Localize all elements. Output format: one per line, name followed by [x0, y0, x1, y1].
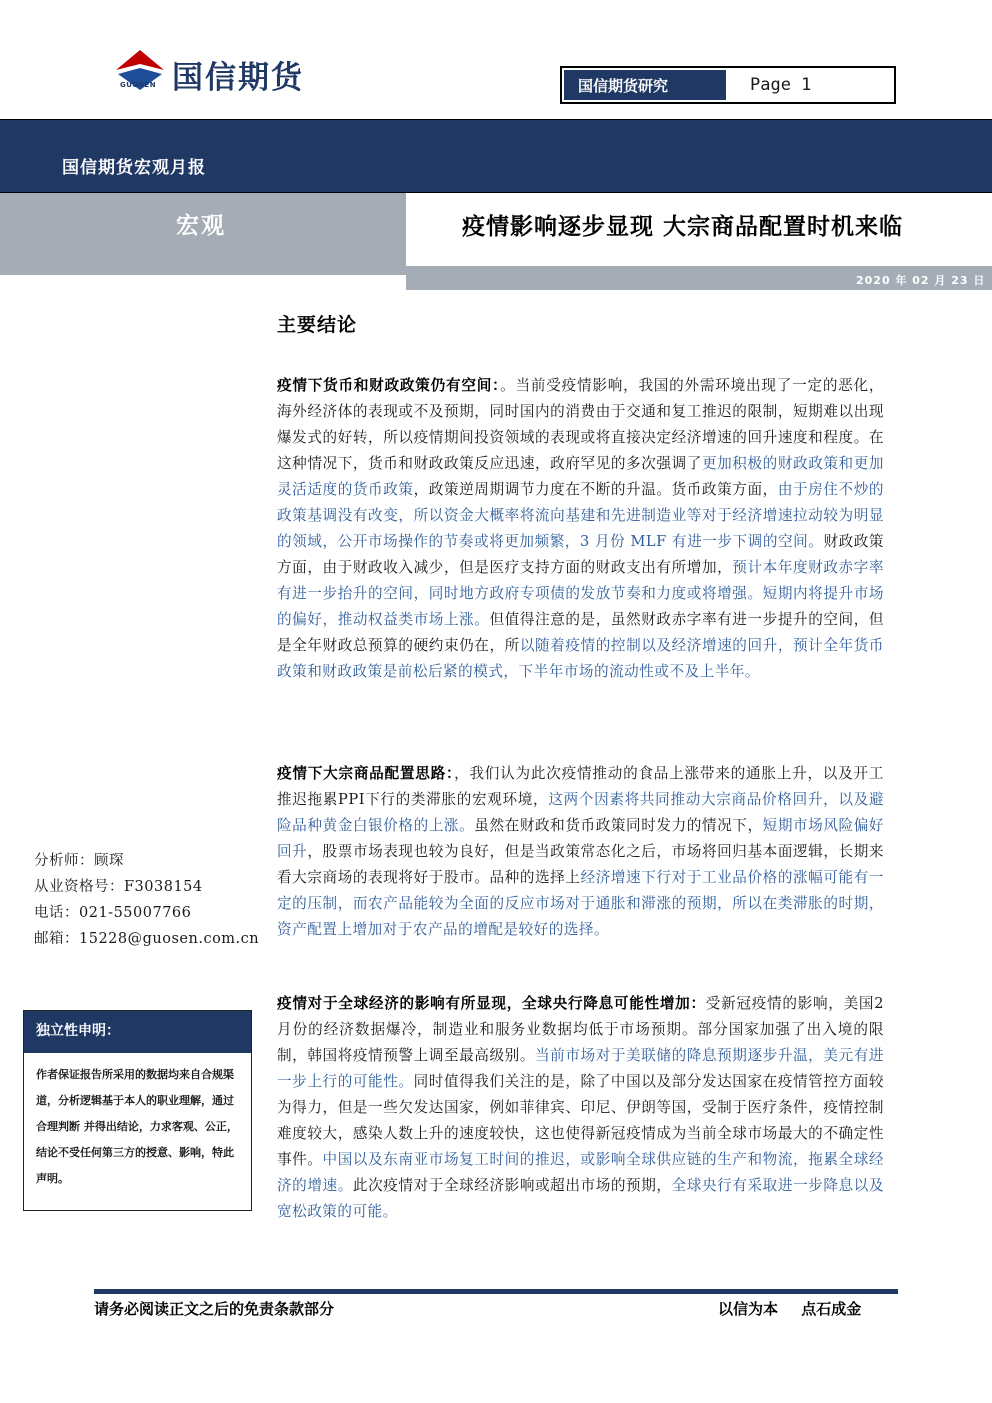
footer-motto: 以信为本 点石成金	[718, 1300, 862, 1318]
paragraph-lead: 疫情对于全球经济的影响有所显现，全球央行降息可能性增加：	[277, 995, 706, 1012]
paragraph-text: 此次疫情对于全球经济影响或超出市场的预期，	[352, 1177, 672, 1194]
report-category: 宏观	[176, 212, 226, 239]
section-heading: 主要结论	[277, 314, 358, 336]
analyst-email: 邮箱：15228@guosen.com.cn	[34, 931, 260, 947]
paragraph-text: 财政政策方面，由于财政收入减少，但是医疗支持方面的财政支出有所增加，	[277, 533, 884, 576]
paragraph-text: 但值得注意的是，虽然财政赤字率有进一步提升的空间，但是全年财政总预算的硬约束仍在，所	[277, 611, 884, 654]
paragraph-monetary-fiscal	[277, 373, 884, 685]
paragraph-highlight: 由于房住不炒的政策基调没有改变，所以资金大概率将流向基建和先进制造业等对于经济增速拉动较为明显的领域，公开市场操作的节奏或将更加频繁，3 月份 MLF 有进一步下调的空间。	[277, 481, 884, 550]
analyst-phone: 电话：021-55007766	[34, 905, 192, 921]
paragraph-commodity-allocation	[277, 761, 884, 943]
page-number: Page 1	[750, 75, 812, 95]
paragraph-text: 。当前受疫情影响，我国的外需环境出现了一定的恶化，海外经济体的表现或不及预期，同时国内的消费由于交通和复工推迟的限制，短期难以出现爆发式的好转，所以疫情期间投资领域的表现或将直接决定经济增速的回升速度和程度。在这种情况下，货币和财政政策反应迅速，政府罕见的多次强调了	[277, 377, 884, 472]
paragraph-text: 虽然在财政和货币政策同时发力的情况下，	[474, 817, 763, 834]
report-series-title: 国信期货宏观月报	[62, 158, 206, 178]
paragraph-text: 同时值得我们关注的是，除了中国以及部分发达国家在疫情管控方面较为得力，但是一些欠发达国家，例如菲律宾、印尼、伊朗等国，受制于医疗条件，疫情控制难度较大，感染人数上升的速度较快，这也使得新冠疫情成为当前全球市场最大的不确定性事件。	[277, 1073, 884, 1168]
paragraph-highlight: 中国以及东南亚市场复工时间的推迟，或影响全球供应链的生产和物流，拖累全球经济的增速。	[277, 1151, 884, 1194]
declaration-body: 作者保证报告所采用的数据均来自合规渠道，分析逻辑基于本人的职业理解，通过合理判断 并得出结论，力求客观、公正，结论不受任何第三方的授意、影响，特此声明。	[36, 1068, 238, 1185]
paragraph-highlight: 经济增速下行对于工业品价格的涨幅可能有一定的压制，而农产品能较为全面的反应市场对于通胀和滞涨的预期，所以在类滞胀的时期，资产配置上增加对于农产品的增配是较好的选择。	[277, 869, 884, 938]
footer-disclaimer: 请务必阅读正文之后的免责条款部分	[94, 1300, 335, 1318]
paragraph-highlight: 这两个因素将共同推动大宗商品价格回升，以及避险品种黄金白银价格的上涨。	[277, 791, 884, 834]
research-page-box	[560, 66, 896, 104]
paragraph-lead: 疫情下大宗商品配置思路：	[277, 765, 455, 782]
paragraph-highlight: 更加积极的财政政策和更加灵活适度的货币政策	[277, 455, 884, 498]
paragraph-lead: 疫情下货币和财政政策仍有空间：	[277, 377, 501, 394]
analyst-license: 从业资格号：F3038154	[34, 879, 203, 895]
analyst-info	[34, 848, 259, 952]
paragraph-text: 受新冠疫情的影响，美国2月份的经济数据爆冷，制造业和服务业数据均低于市场预期。部分国家加强了出入境的限制，韩国将疫情预警上调至最高级别。	[277, 995, 884, 1064]
paragraph-text: ，政策逆周期调节力度在不断的升温。货币政策方面，	[413, 481, 778, 498]
logo-text: 国信期货	[172, 60, 304, 96]
paragraph-text: ，股票市场表现也较为良好，但是当政策常态化之后，市场将回归基本面逻辑，长期来看大宗商场的表现将好于股市。品种的选择上	[277, 843, 884, 886]
paragraph-highlight: 全球央行有采取进一步降息以及宽松政策的可能。	[277, 1177, 884, 1220]
report-title: 疫情影响逐步显现 大宗商品配置时机来临	[462, 213, 904, 240]
logo-subtext: GUOSEN	[120, 81, 157, 89]
footer-rule	[94, 1289, 898, 1294]
declaration-title: 独立性申明：	[24, 1011, 251, 1053]
analyst-name: 分析师：顾琛	[34, 853, 124, 869]
paragraph-highlight: 以随着疫情的控制以及经济增速的回升，预计全年货币政策和财政政策是前松后紧的模式，下半年市场的流动性或不及上半年。	[277, 637, 884, 680]
paragraph-text: ，我们认为此次疫情推动的食品上涨带来的通胀上升，以及开工推迟拖累PPI下行的类滞胀的宏观环境，	[277, 765, 884, 808]
paragraph-global-economy	[277, 991, 884, 1225]
research-label: 国信期货研究	[562, 68, 728, 102]
report-date: 2020 年 02 月 23 日	[856, 274, 986, 287]
paragraph-highlight: 当前市场对于美联储的降息预期逐步升温，美元有进一步上行的可能性。	[277, 1047, 884, 1090]
paragraph-highlight: 预计本年度财政赤字率有进一步抬升的空间，同时地方政府专项债的发放节奏和力度或将增强。短期内将提升市场的偏好，推动权益类市场上涨。	[277, 559, 884, 628]
paragraph-highlight: 短期市场风险偏好回升	[277, 817, 884, 860]
